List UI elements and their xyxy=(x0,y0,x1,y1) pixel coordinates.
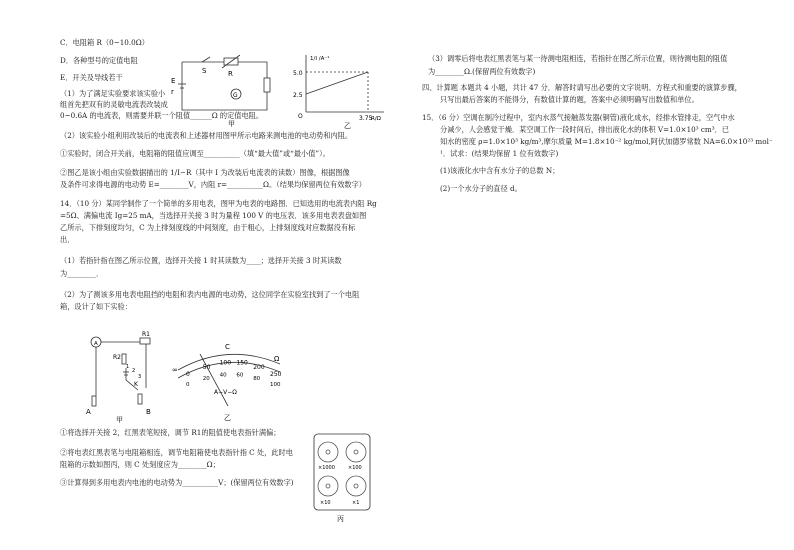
dial-bottom-tick-label: 60 xyxy=(236,372,244,379)
q13-part1-line3: 0~0.6A 的电流表，则需要并联一个阻值______Ω 的定值电阻。 xyxy=(60,111,264,120)
q15-stem-line2: 分减少，人会感觉干燥．某空调工作一段时间后，排出液化水的体积 V=1.0×10³ cm³．已 xyxy=(440,125,729,134)
circuit-S-label: S xyxy=(202,67,207,75)
q14-part1-line1: （1）若指针指在图乙所示位置，选择开关接 1 时其读数为____；选择开关接 3 时其读数 xyxy=(60,256,342,265)
q14-part2-line1: （2）为了测该多用电表电阻挡的电阻和表内电源的电动势，这位同学在实验室找到了一个电阻 xyxy=(60,290,360,299)
dial-bottom-tick-label: 100 xyxy=(270,382,281,388)
q15-part1: (1)该液化水中含有水分子的总数 N； xyxy=(440,166,560,175)
dial-bottom-tick-label: 40 xyxy=(219,372,227,379)
q14-stem-line1: 14．（10 分）某同学制作了一个简单的多用电表，图甲为电表的电路图．已知选用的电流表内阻 Rg xyxy=(60,199,377,208)
q14-part1-line2: 为________． xyxy=(60,269,104,278)
dial-top-tick-label: 100 xyxy=(219,359,232,367)
mm-pos-2: 2 xyxy=(132,368,136,374)
circuit-diagram-jia xyxy=(172,50,272,130)
q13-part2-line1: （2）该实验小组利用改装后的电流表和上述器材用图甲所示电路来测电池的电动势和内阻。 xyxy=(60,131,353,140)
mm-ammeter-label: A xyxy=(94,341,98,347)
mm-pos-3: 3 xyxy=(138,374,142,380)
q13-part1-line1: （1）为了满足实验要求该实验小 xyxy=(60,89,166,98)
q13-part2-line3: ②图乙是该小组由实验数据描出的 1/I−R（其中 I 为改装后电流表的读数）图像，根据图像 xyxy=(60,168,350,177)
section4-line1: 四、计算题 本题共 4 小题，共计 47 分．解答时请写出必要的文字说明、方程式和重要的演算步骤， xyxy=(422,83,742,92)
q15-stem-line4: ¹．试求：(结果均保留 1 位有效数字) xyxy=(440,149,559,158)
dial-top-tick-label: 0 xyxy=(186,371,190,378)
meter-ohm-label: Ω xyxy=(274,355,280,363)
dial-bottom-tick-label: 80 xyxy=(253,376,261,383)
mm-K-label: K xyxy=(134,381,138,388)
box-caption: 丙 xyxy=(337,515,344,523)
dial-bottom-tick-label: 20 xyxy=(202,376,210,383)
meter-dial-yi xyxy=(170,336,286,422)
graph-y-tick-5: 5.0 xyxy=(293,70,303,77)
q14-step3: ③计算得到多用电表内电池的电动势为__________V；(保留两位有效数字) xyxy=(60,478,294,487)
q14-part2-line2: 箱，设计了如下实验： xyxy=(60,302,132,311)
circuit-caption: 甲 xyxy=(228,120,235,128)
circuit-R-label: R xyxy=(228,70,233,78)
q13-part2-line2: ①实验时，闭合开关前，电阻箱的阻值应调至__________（填“最大值”或“最小值”）。 xyxy=(60,149,330,158)
mm-A-probe-label: A xyxy=(86,408,91,416)
dial-top-tick-label: 50 xyxy=(202,363,211,371)
q13-part1-line2: 组首先把双有的灵敏电流表改装成 xyxy=(60,100,168,109)
q15-part2: (2)一个水分子的直径 d。 xyxy=(440,184,522,193)
box-mult-1: ×1 xyxy=(352,500,360,506)
dial-bottom-tick-label: 0 xyxy=(186,382,190,388)
dial-tick-group xyxy=(186,360,282,388)
meter-caption: 乙 xyxy=(224,414,231,422)
meter-center-label: A−V−Ω xyxy=(214,389,237,396)
q13-part2-line4: 及条件可求得电源的电动势 E=________V，内阻 r=__________Ω。（结果均保留两位有效数字） xyxy=(60,180,366,189)
graph-yi xyxy=(284,52,388,130)
q15-stem-line3: 知水的密度 ρ=1.0×10³ kg/m³,摩尔质量 M=1.8×10⁻² kg/mol,阿伏加德罗常数 NA=6.0×10²³ mol⁻ xyxy=(440,137,773,146)
q15-stem-line1: 15．（6 分）空调在制冷过程中，室内水蒸气接触蒸发器(铜管)液化成水，经排水管排走，空气中水 xyxy=(422,113,735,122)
box-mult-100: ×100 xyxy=(348,465,362,471)
option-e: E．开关及导线若干 xyxy=(60,73,123,82)
circuit-E-label: E xyxy=(171,77,176,85)
mm-pos-1: 1 xyxy=(126,364,130,370)
multimeter-circuit-jia xyxy=(86,328,162,424)
q14-step2-line2: 阻箱的示数如图丙，则 C 处刻度应为________Ω； xyxy=(60,460,220,469)
graph-caption: 乙 xyxy=(344,122,351,130)
mm-R1-label: R1 xyxy=(142,331,150,338)
q14-step1: ①将选择开关接 2，红黑表笔短接，调节 R1的阻值使电表指针满偏； xyxy=(60,428,281,437)
meter-infinity-label: ∞ xyxy=(172,366,178,374)
dial-top-tick-label: 200 xyxy=(253,363,265,371)
q14-stem-line2: =5Ω、满偏电流 Ig=25 mA，当选择开关接 3 时为量程 100 V 的电压表．该多用电表表盘如图 xyxy=(60,211,367,220)
q14-stem-line4: 出． xyxy=(60,235,75,244)
circuit-G-label: G xyxy=(233,92,238,99)
dial-top-tick-label: 150 xyxy=(236,359,248,367)
mm-R2-label: R2 xyxy=(113,354,121,361)
q14-stem-line3: 乙所示，下排刻度均匀，C 为上排刻度线的中间刻度，由于粗心，上排刻度线对应数据没有标 xyxy=(60,223,356,232)
graph-origin: O xyxy=(298,113,303,120)
graph-x-tick-3-75: 3.75 xyxy=(359,115,373,122)
section4-line2: 只写出最后答案的不能得分，有数值计算的题，答案中必须明确写出数值和单位。 xyxy=(440,95,699,104)
q14-part3-line2: 为________Ω.(保留两位有效数字) xyxy=(428,67,536,76)
box-mult-10: ×10 xyxy=(320,500,331,506)
resistance-box-bing xyxy=(312,432,372,524)
graph-y-tick-2-5: 2.5 xyxy=(293,92,303,99)
graph-y-axis-label: 1/I /A⁻¹ xyxy=(310,56,330,62)
graph-x-axis-label: R/Ω xyxy=(371,116,381,122)
box-mult-1000: ×1000 xyxy=(318,465,335,471)
mm-caption: 甲 xyxy=(116,416,123,424)
circuit-r-label: r xyxy=(171,88,174,96)
option-d: D．各种型号的定值电阻 xyxy=(60,56,138,65)
dial-top-tick-label: 250 xyxy=(270,371,282,378)
mm-B-probe-label: B xyxy=(146,408,151,416)
q14-part3-line1: （3）调零后将电表红黑表笔与某一待测电阻相连，若指针在图乙所示位置，则待测电阻的阻值 xyxy=(428,54,728,63)
q14-step2-line1: ②将电表红黑表笔与电阻箱相连，调节电阻箱使电表指针指 C 处，此时电 xyxy=(60,448,293,457)
option-c: C．电阻箱 R（0~10.0Ω） xyxy=(60,38,149,47)
meter-C-label: C xyxy=(225,343,230,351)
